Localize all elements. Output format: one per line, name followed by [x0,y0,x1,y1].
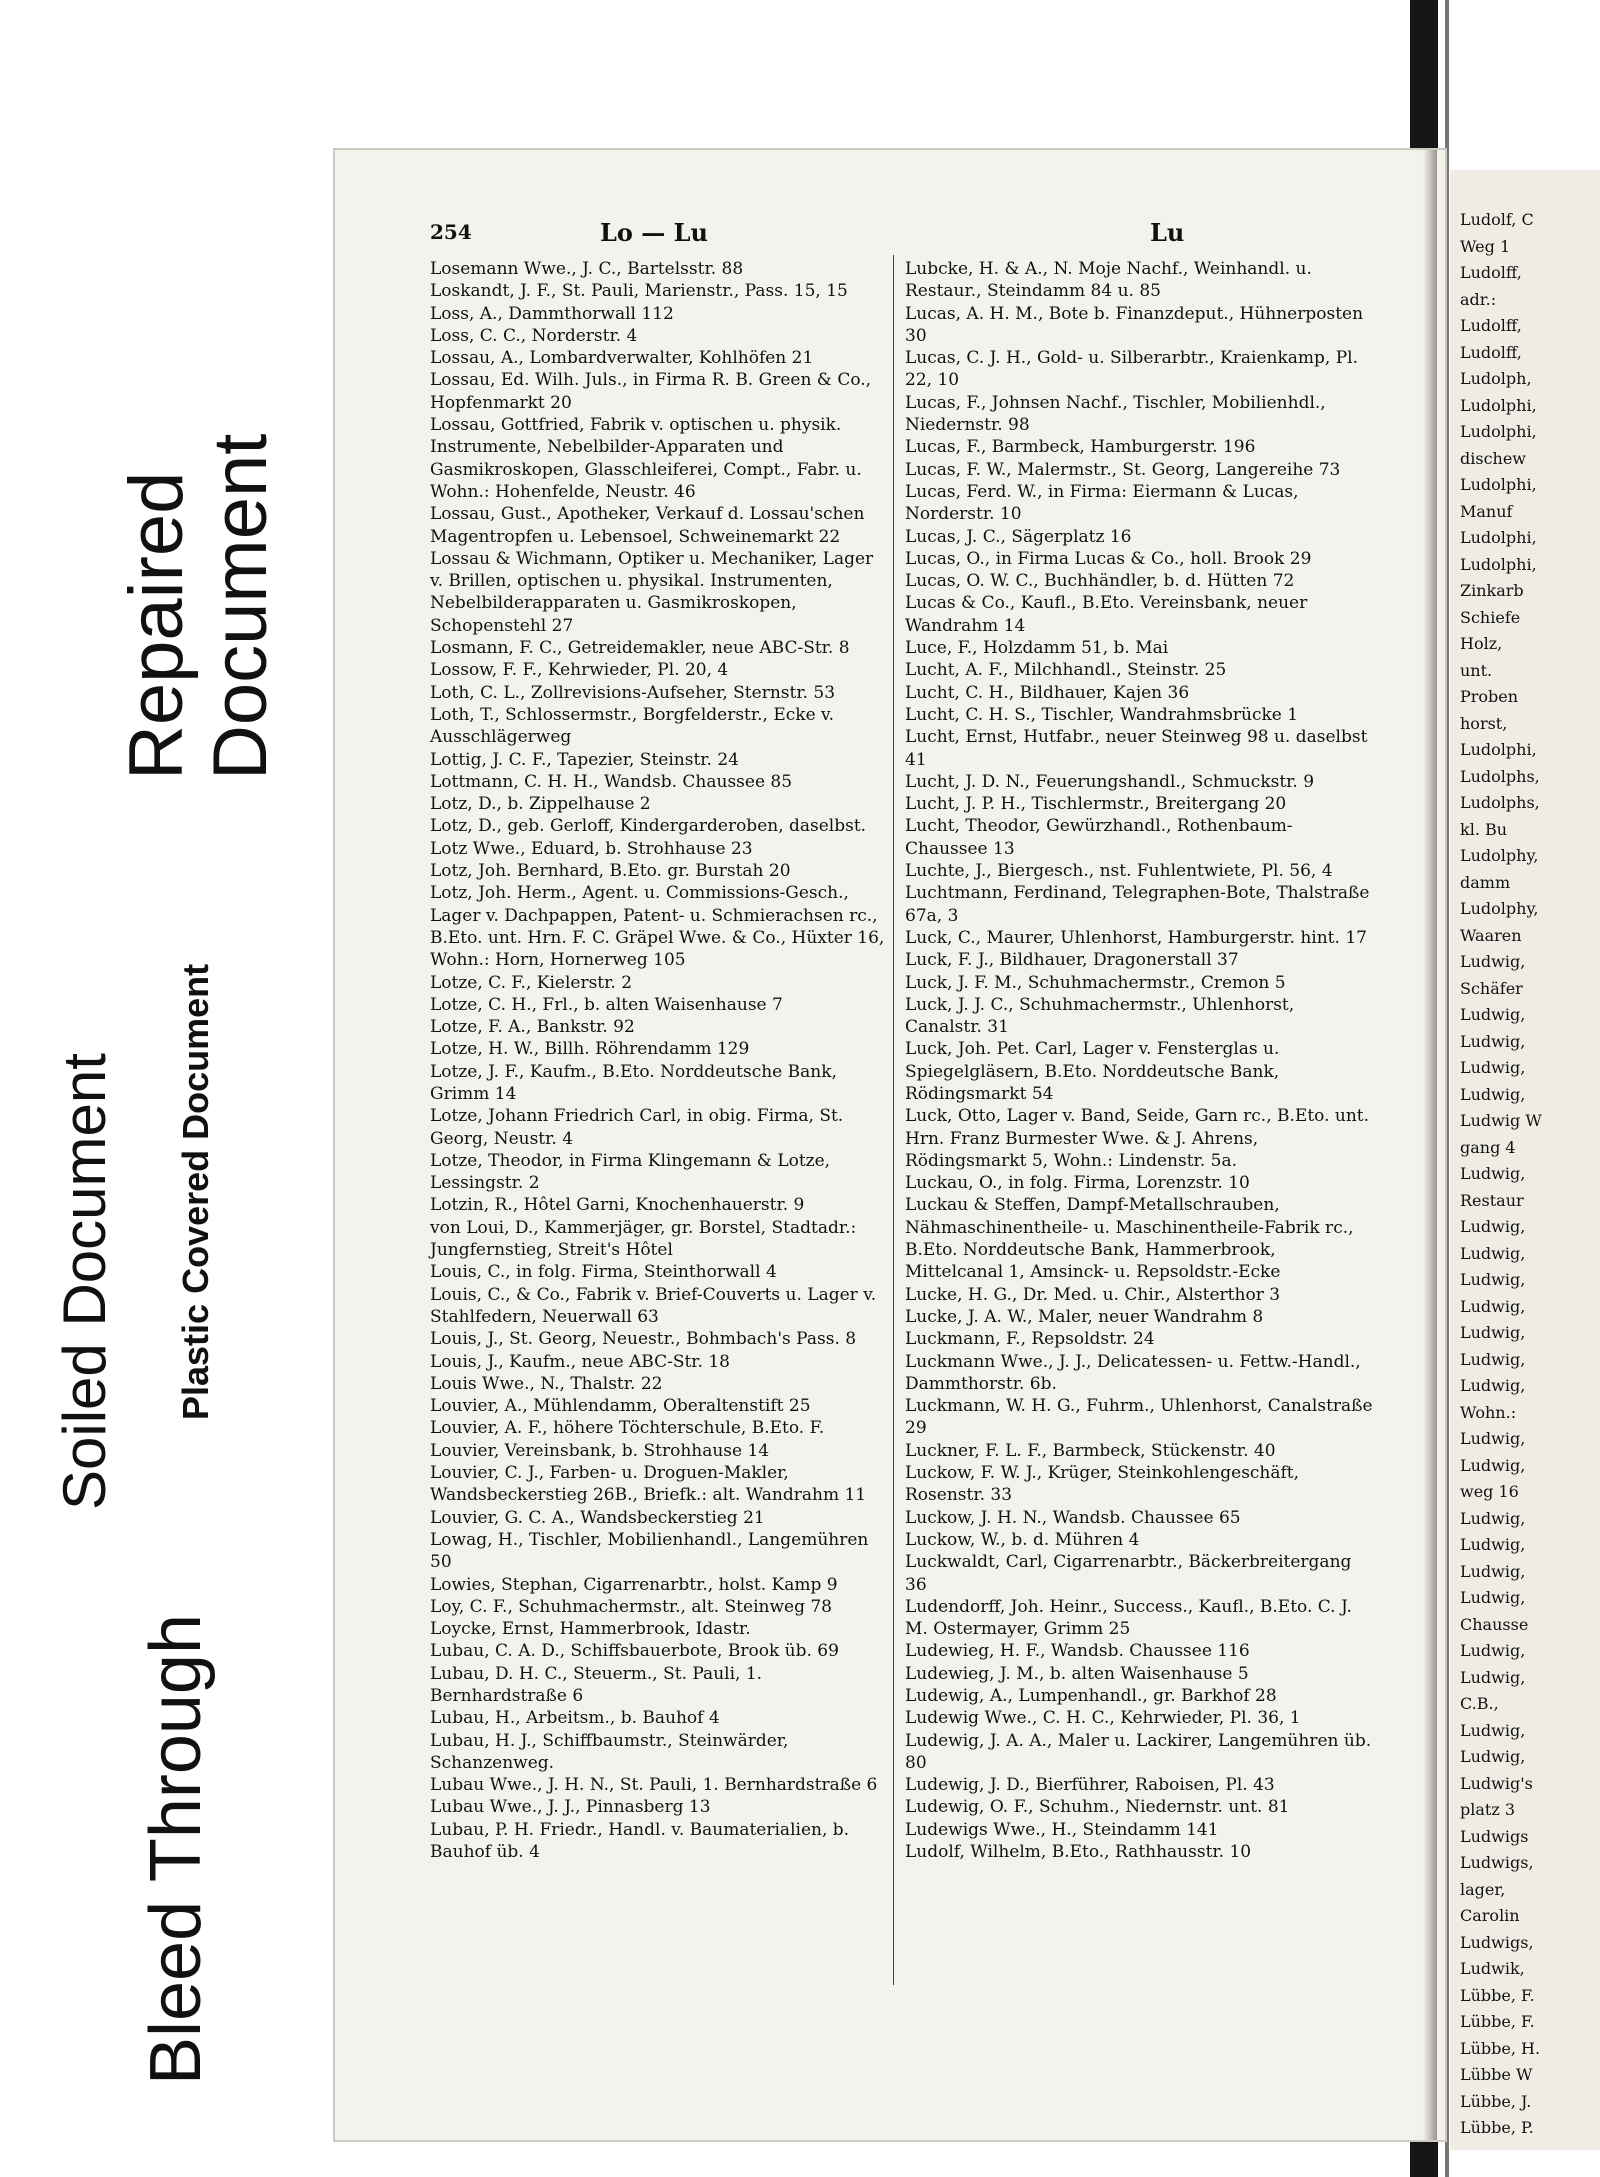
directory-entry: Lucas & Co., Kaufl., B.Eto. Vereinsbank, neuer Wandrahm 14 [905,593,1308,636]
directory-entry: Loss, C. C., Norderstr. 4 [430,325,638,346]
adjacent-page-text: horst, [1460,713,1508,733]
directory-entry: Lotz, Joh. Bernhard, B.Eto. gr. Burstah 20 [430,861,791,882]
adjacent-page-text: Proben [1460,687,1519,706]
adjacent-page-text: Ludolphi, [1460,740,1537,759]
directory-entry: Lossow, F. F., Kehrwieder, Pl. 20, 4 [430,660,729,681]
directory-entry: Lucht, A. F., Milchhandl., Steinstr. 25 [905,660,1227,681]
adjacent-page-text: Ludwik, [1460,1959,1525,1978]
label-bleed-through: Bleed Through [136,1613,216,2085]
left-column [430,258,890,1863]
directory-entry: Lotz, D., geb. Gerloff, Kindergarderoben, daselbst. [430,816,867,837]
adjacent-page-text: Lübbe, P. [1460,2118,1534,2137]
adjacent-page-text: Ludwig's [1460,1773,1533,1793]
directory-entry: Louis, J., St. Georg, Neuestr., Bohmbach's Pass. 8 [430,1329,857,1350]
adjacent-page-text: Ludwig, [1460,1270,1526,1289]
directory-entry: Luchte, J., Biergesch., nst. Fuhlentwiete, Pl. 56, 4 [905,861,1333,882]
directory-entry: Lotze, H. W., Billh. Röhrendamm 129 [430,1039,750,1060]
page-header [430,218,1400,250]
directory-entry: Loy, C. F., Schuhmachermstr., alt. Steinweg 78 [430,1596,832,1617]
directory-entry: Luck, F. J., Bildhauer, Dragonerstall 37 [905,950,1239,971]
adjacent-page-text: Ludwig, [1460,1349,1526,1369]
directory-entry: Luckmann, W. H. G., Fuhrm., Uhlenhorst, Canalstraße 29 [905,1396,1373,1439]
adjacent-page-text: unt. [1460,660,1493,680]
directory-entry: Luchtmann, Ferdinand, Telegraphen-Bote, Thalstraße 67a, 3 [905,883,1370,926]
directory-entry: Luckmann Wwe., J. J., Delicatessen- u. Fettw.-Handl., Dammthorstr. 6b. [905,1351,1361,1394]
adjacent-page-text: Ludwig, [1460,1720,1526,1740]
adjacent-page-text: Ludwigs, [1460,1853,1534,1872]
adjacent-page-text: Ludolph, [1460,369,1532,388]
directory-entry: Losmann, F. C., Getreidemakler, neue ABC-Str. 8 [430,638,850,659]
directory-entry: Loskandt, J. F., St. Pauli, Marienstr., Pass. 15, 15 [430,281,848,302]
adjacent-page-text: Lübbe W [1460,2065,1533,2084]
adjacent-page-text: Ludwig, [1460,952,1526,971]
directory-entry: Lucas, F., Barmbeck, Hamburgerstr. 196 [905,437,1256,458]
directory-entry: Lucas, O. W. C., Buchhändler, b. d. Hütten 72 [905,571,1295,592]
adjacent-page-text: Ludolphi, [1460,475,1537,494]
directory-entry: Lucke, H. G., Dr. Med. u. Chir., Alsterthor 3 [905,1284,1281,1305]
directory-entry: Luck, C., Maurer, Uhlenhorst, Hamburgerstr. hint. 17 [905,927,1367,948]
directory-entry: Lubau, C. A. D., Schiffsbauerbote, Brook üb. 69 [430,1641,839,1662]
directory-entry: Lucht, Theodor, Gewürzhandl., Rothenbaum-Chaussee 13 [905,816,1293,859]
directory-entry: Ludewig, J. A. A., Maler u. Lackirer, Langemühren üb. 80 [905,1730,1372,1773]
adjacent-page-text: Ludwig, [1460,1296,1526,1316]
adjacent-page-text: Ludolphi, [1460,554,1537,574]
directory-entry: Ludendorff, Joh. Heinr., Success., Kaufl., B.Eto. C. J. M. Ostermayer, Grimm 25 [905,1596,1352,1640]
directory-entry: Lotze, C. H., Frl., b. alten Waisenhause 7 [430,994,783,1015]
directory-entry: Lowag, H., Tischler, Mobilienhandl., Langemühren 50 [430,1529,869,1573]
adjacent-page-text: Weg 1 [1460,236,1511,256]
directory-entry: Luce, F., Holzdamm 51, b. Mai [905,638,1169,659]
directory-entry: Ludewig Wwe., C. H. C., Kehrwieder, Pl. 36, 1 [905,1708,1301,1729]
adjacent-page-text: Ludolphy, [1460,846,1539,865]
adjacent-page-text: Lübbe, H. [1460,2038,1541,2058]
adjacent-page-text: gang 4 [1460,1137,1516,1157]
directory-entry: Lossau & Wichmann, Optiker u. Mechaniker, Lager v. Brillen, optischen u. physikal. Instrumenten, Nebelbilderapparaten u. Gasmikroskopen, Schopenstehl 27 [430,548,874,636]
adjacent-page-text: Ludwig, [1460,1217,1526,1236]
adjacent-page-text: Lübbe, J. [1460,2091,1532,2111]
directory-entry: Louvier, C. J., Farben- u. Droguen-Makler, Wandsbeckerstieg 26B., Briefk.: alt. Wandrahm 11 [430,1463,867,1506]
directory-entry: Lotze, J. F., Kaufm., B.Eto. Norddeutsche Bank, Grimm 14 [430,1061,837,1104]
column-divider [893,255,894,1985]
directory-entry: Ludewig, A., Lumpenhandl., gr. Barkhof 28 [905,1686,1277,1706]
grey-edge-bar [1445,0,1449,2177]
adjacent-page-text: Wohn.: [1460,1402,1517,1422]
directory-entry: Lucas, C. J. H., Gold- u. Silberarbtr., Kraienkamp, Pl. 22, 10 [905,348,1358,391]
directory-entry: Loth, T., Schlossermstr., Borgfelderstr., Ecke v. Ausschlägerweg [430,704,835,748]
directory-entry: Luckau & Steffen, Dampf-Metallschrauben, Nähmaschinentheile- u. Maschinentheile-Fabrik rc., B.Eto. Norddeutsche Bank, Hammerbrook, Mittelcanal 1, Amsinck- u. Repsoldstr.-Ecke [905,1195,1354,1283]
directory-entry: Lubau, H. J., Schiffbaumstr., Steinwärder, Schanzenweg. [430,1730,789,1773]
directory-entry: Lubau Wwe., J. H. N., St. Pauli, 1. Bernhardstraße 6 [430,1775,878,1796]
adjacent-page-text: Ludwig, [1460,1058,1526,1077]
adjacent-page-text: Ludolphs, [1460,766,1540,786]
adjacent-page-text: Ludolff, [1460,263,1522,282]
right-column [905,258,1375,1863]
directory-entry: Lubau, D. H. C., Steuerm., St. Pauli, 1. Bernhardstraße 6 [430,1663,763,1706]
directory-entry: Luckow, J. H. N., Wandsb. Chaussee 65 [905,1507,1241,1528]
adjacent-page-text: Ludwig, [1460,1243,1526,1263]
directory-entry: Lubau, P. H. Friedr., Handl. v. Baumaterialien, b. Bauhof üb. 4 [430,1819,850,1863]
directory-entry: Lottig, J. C. F., Tapezier, Steinstr. 24 [430,749,739,770]
adjacent-page-text: Ludwig, [1460,1747,1526,1766]
directory-entry: Louis, C., in folg. Firma, Steinthorwall 4 [430,1262,777,1283]
adjacent-page-text: Ludwigs, [1460,1932,1534,1952]
adjacent-page-text: Ludolphi, [1460,395,1537,415]
directory-entry: Luck, J. F. M., Schuhmachermstr., Cremon 5 [905,972,1286,993]
label-repaired-document [115,434,283,780]
directory-entry: Lotz, Joh. Herm., Agent. u. Commissions-Gesch., Lager v. Dachpappen, Patent- u. Schmierachsen rc., B.Eto. unt. Hrn. F. C. Gräpel Wwe. & Co., Hüxter 16, Wohn.: Horn, Hornerweg 105 [430,883,885,971]
directory-entry: Luck, J. J. C., Schuhmachermstr., Uhlenhorst, Canalstr. 31 [905,994,1295,1038]
adjacent-page-text: Ludwig, [1460,1588,1526,1607]
directory-entry: Ludewieg, H. F., Wandsb. Chaussee 116 [905,1641,1250,1662]
adjacent-page-text: dischew [1460,448,1526,468]
directory-entry: Louvier, A. F., höhere Töchterschule, B.Eto. F. Louvier, Vereinsbank, b. Strohhause 14 [430,1418,825,1461]
directory-entry: Ludewig, O. F., Schuhm., Niedernstr. unt. 81 [905,1797,1290,1818]
adjacent-page-text: Chausse [1460,1614,1529,1634]
directory-entry: Luckner, F. L. F., Barmbeck, Stückenstr. 40 [905,1440,1276,1461]
adjacent-page-text: lager, [1460,1879,1506,1899]
adjacent-page-text: Ludwig W [1460,1111,1542,1130]
directory-entry: Louis, C., & Co., Fabrik v. Brief-Couverts u. Lager v. Stahlfedern, Neuerwall 63 [430,1284,877,1327]
directory-entry: Lotze, F. A., Bankstr. 92 [430,1017,635,1038]
adjacent-page-text: damm [1460,872,1511,892]
directory-entry: Luckow, W., b. d. Mühren 4 [905,1529,1140,1550]
directory-entry: Lucas, A. H. M., Bote b. Finanzdeput., Hühnerposten 30 [905,303,1364,346]
directory-entry: Louis Wwe., N., Thalstr. 22 [430,1373,663,1394]
directory-entry: Lucht, J. P. H., Tischlermstr., Breitergang 20 [905,794,1287,815]
directory-entry: Louvier, A., Mühlendamm, Oberaltenstift 25 [430,1396,811,1417]
directory-entry: Loss, A., Dammthorwall 112 [430,303,674,324]
directory-entry: Ludewigs Wwe., H., Steindamm 141 [905,1819,1219,1840]
directory-entry: Losemann Wwe., J. C., Bartelsstr. 88 [430,259,744,279]
adjacent-page-text: Ludolf, C [1460,210,1534,229]
label-soiled-document: Soiled Document [51,1053,118,1510]
adjacent-page-text: Ludolphi, [1460,528,1537,547]
directory-entry: Lossau, Ed. Wilh. Juls., in Firma R. B. Green & Co., Hopfenmarkt 20 [430,370,872,413]
adjacent-page-text: C.B., [1460,1694,1499,1713]
adjacent-page-text: Lübbe, F. [1460,1985,1535,2005]
directory-entry: Lotz Wwe., Eduard, b. Strohhause 23 [430,838,753,859]
directory-entry: Lucas, F., Johnsen Nachf., Tischler, Mobilienhdl., Niedernstr. 98 [905,392,1326,436]
adjacent-page-text: Ludwig, [1460,1561,1526,1581]
label-repaired-line-1: Repaired [114,471,199,780]
adjacent-page-text: adr.: [1460,289,1497,309]
directory-entry: Lottmann, C. H. H., Wandsb. Chaussee 85 [430,771,793,792]
directory-entry: Lucas, J. C., Sägerplatz 16 [905,526,1132,547]
directory-entry: Lotze, C. F., Kielerstr. 2 [430,972,633,993]
adjacent-page-text: Ludwig, [1460,1641,1526,1660]
directory-entry: Luck, Otto, Lager v. Band, Seide, Garn rc., B.Eto. unt. Hrn. Franz Burmester Wwe. & J. Ahrens, Rödingsmarkt 5, Wohn.: Lindenstr. 5a. [905,1106,1370,1171]
adjacent-page-text: Ludwig, [1460,1164,1526,1183]
adjacent-page-text: Ludwig, [1460,1508,1526,1528]
adjacent-page-text: Ludwigs [1460,1826,1529,1846]
label-plastic-covered-document: Plastic Covered Document [175,963,216,1420]
adjacent-page-text: Zinkarb [1460,581,1524,600]
adjacent-page-text: Schiefe [1460,607,1521,627]
adjacent-page-text: Ludwig, [1460,1031,1526,1051]
directory-entry: Lucht, C. H. S., Tischler, Wandrahmsbrücke 1 [905,704,1299,725]
adjacent-page-text: Waaren [1460,925,1522,945]
left-column-heading: Lo — Lu [600,218,708,247]
directory-entry: Lotzin, R., Hôtel Garni, Knochenhauerstr. 9 [430,1195,805,1216]
directory-entry: Lowies, Stephan, Cigarrenarbtr., holst. Kamp 9 [430,1574,838,1595]
adjacent-page-text: Lübbe, F. [1460,2012,1535,2031]
directory-entry: Loycke, Ernst, Hammerbrook, Idastr. [430,1619,751,1640]
adjacent-page-text: Carolin [1460,1906,1520,1925]
adjacent-page-text: Ludwig, [1460,1429,1526,1448]
directory-entry: Luck, Joh. Pet. Carl, Lager v. Fensterglas u. Spiegelgläsern, B.Eto. Norddeutsche Bank, Rödingsmarkt 54 [905,1039,1280,1104]
label-repaired-line-2: Document [198,433,283,780]
adjacent-page-fragment [1450,170,1600,2150]
directory-entry: Lotze, Johann Friedrich Carl, in obig. Firma, St. Georg, Neustr. 4 [430,1106,844,1149]
directory-entry: Lucht, Ernst, Hutfabr., neuer Steinweg 98 u. daselbst 41 [905,727,1368,770]
page-number: 254 [430,220,472,244]
adjacent-page-text: Ludwig, [1460,1535,1526,1554]
directory-entry: Lotz, D., b. Zippelhause 2 [430,794,651,815]
adjacent-page-text: Ludolphs, [1460,793,1540,812]
adjacent-page-text: Ludwig, [1460,1667,1526,1687]
directory-entry: Lucht, J. D. N., Feuerungshandl., Schmuckstr. 9 [905,771,1315,792]
adjacent-page-text: Ludwig, [1460,1084,1526,1104]
adjacent-page-text: Ludolff, [1460,342,1522,362]
adjacent-page-text: weg 16 [1460,1482,1519,1501]
adjacent-page-text: Schäfer [1460,978,1523,998]
adjacent-page-text: Ludolff, [1460,316,1522,335]
directory-entry: Lubau Wwe., J. J., Pinnasberg 13 [430,1797,711,1818]
directory-entry: Ludewig, J. D., Bierführer, Raboisen, Pl. 43 [905,1775,1275,1796]
directory-entry: Luckow, F. W. J., Krüger, Steinkohlengeschäft, Rosenstr. 33 [905,1463,1300,1506]
right-column-heading: Lu [1150,218,1185,247]
directory-entry: Ludewieg, J. M., b. alten Waisenhause 5 [905,1663,1249,1684]
directory-entry: Lossau, Gottfried, Fabrik v. optischen u. physik. Instrumente, Nebelbilder-Apparaten und Gasmikroskopen, Glasschleiferei, Compt., Fabr. u. Wohn.: Hohenfelde, Neustr. 46 [430,415,862,502]
directory-entry: Lotze, Theodor, in Firma Klingemann & Lotze, Lessingstr. 2 [430,1150,831,1194]
directory-entry: Lucas, O., in Firma Lucas & Co., holl. Brook 29 [905,548,1312,569]
adjacent-page-text: platz 3 [1460,1800,1516,1819]
directory-entry: Louis, J., Kaufm., neue ABC-Str. 18 [430,1351,730,1372]
adjacent-page-text: Ludolphy, [1460,899,1539,918]
directory-entry: Lossau, Gust., Apotheker, Verkauf d. Lossau'schen Magentropfen u. Lebensoel, Schweinemarkt 22 [430,504,865,547]
adjacent-page-text: Ludwig, [1460,1376,1526,1395]
directory-entry: Loth, C. L., Zollrevisions-Aufseher, Sternstr. 53 [430,682,836,703]
directory-entry: Ludolf, Wilhelm, B.Eto., Rathhausstr. 10 [905,1842,1252,1863]
directory-entry: Lucas, Ferd. W., in Firma: Eiermann & Lucas, Norderstr. 10 [905,481,1299,525]
adjacent-page-text: Ludwig, [1460,1005,1526,1024]
adjacent-page-text: Manuf [1460,501,1513,521]
adjacent-page-text: Ludwig, [1460,1455,1526,1475]
directory-entry: Lucas, F. W., Malermstr., St. Georg, Langereihe 73 [905,459,1341,480]
adjacent-page-text: Ludolphi, [1460,422,1537,441]
adjacent-page-text: kl. Bu [1460,819,1508,839]
directory-entry: Luckwaldt, Carl, Cigarrenarbtr., Bäckerbreitergang 36 [905,1552,1352,1595]
adjacent-page-text: Restaur [1460,1190,1524,1210]
directory-entry: Lubcke, H. & A., N. Moje Nachf., Weinhandl. u. Restaur., Steindamm 84 u. 85 [905,259,1312,302]
adjacent-page-text: Holz, [1460,634,1503,653]
adjacent-page-text: Ludwig, [1460,1323,1526,1342]
directory-entry: Lossau, A., Lombardverwalter, Kohlhöfen 21 [430,348,814,369]
directory-entry: Lucke, J. A. W., Maler, neuer Wandrahm 8 [905,1306,1264,1327]
directory-entry: Luckau, O., in folg. Firma, Lorenzstr. 10 [905,1173,1250,1194]
directory-entry: Lubau, H., Arbeitsm., b. Bauhof 4 [430,1708,720,1729]
directory-entry: von Loui, D., Kammerjäger, gr. Borstel, Stadtadr.: Jungfernstieg, Streit's Hôtel [430,1217,857,1261]
directory-entry: Lucht, C. H., Bildhauer, Kajen 36 [905,682,1190,703]
directory-entry: Luckmann, F., Repsoldstr. 24 [905,1329,1155,1350]
directory-entry: Louvier, G. C. A., Wandsbeckerstieg 21 [430,1507,765,1528]
